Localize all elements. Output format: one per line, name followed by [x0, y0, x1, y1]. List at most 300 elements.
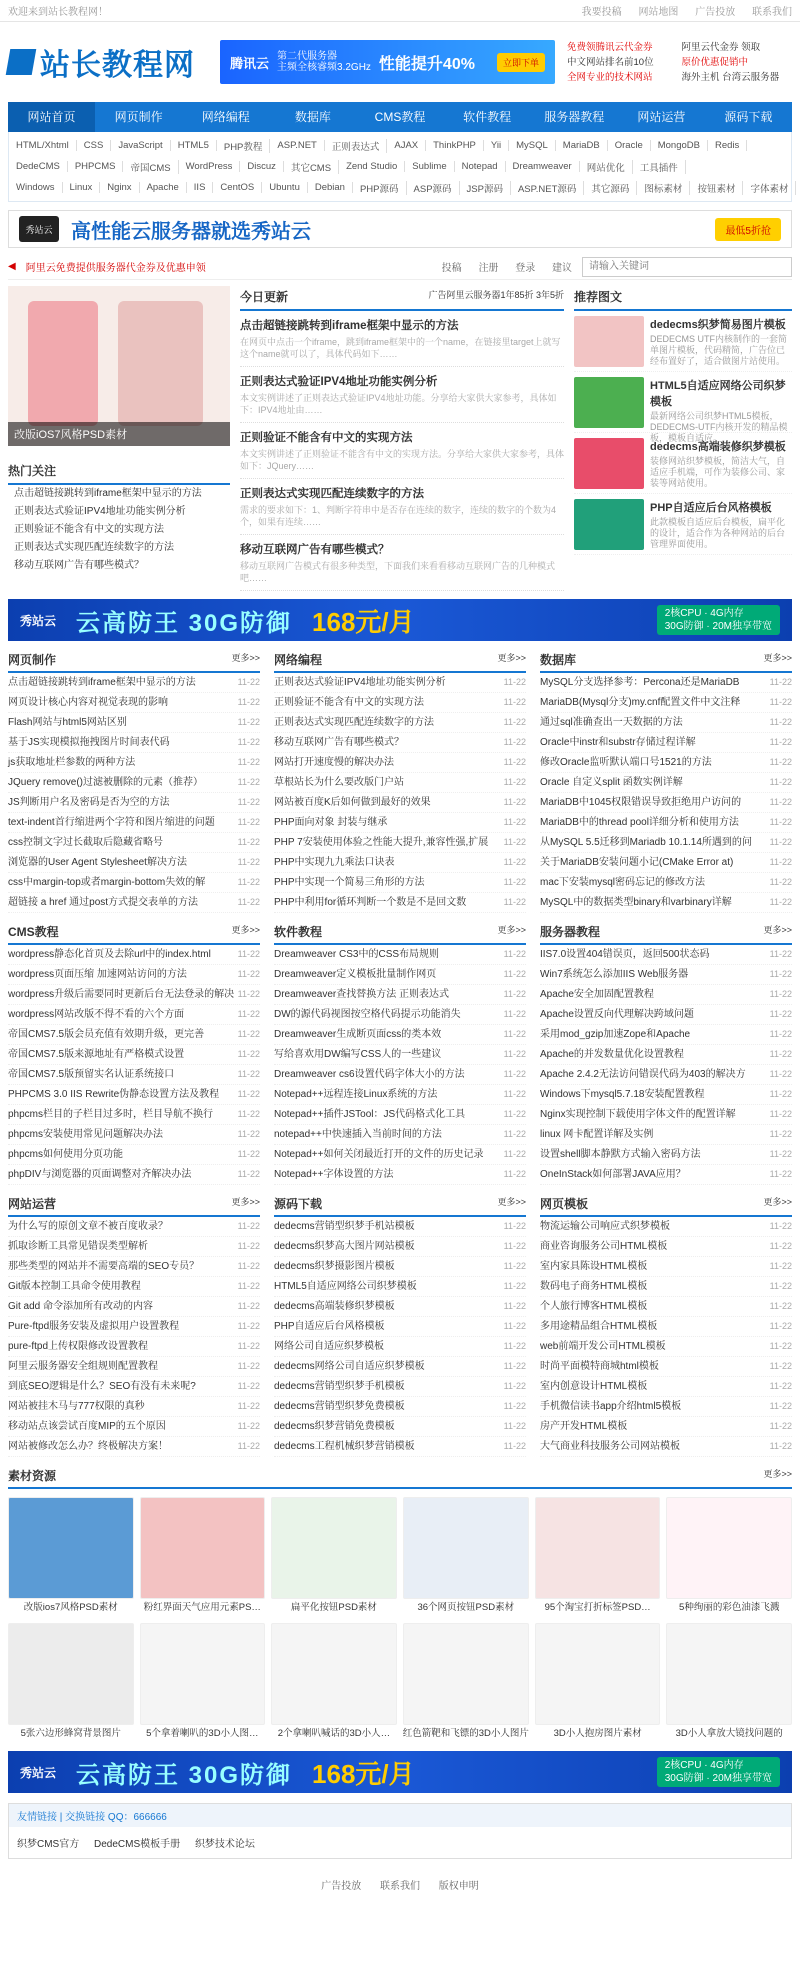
article-link[interactable]: PHP 7安装使用体验之性能大提升,兼容性强,扩展 [274, 837, 489, 848]
article-link[interactable]: Apache安全加固配置教程 [540, 989, 654, 1000]
article-link[interactable]: 商业咨询服务公司HTML模板 [540, 1241, 668, 1252]
list-item[interactable] [8, 1217, 260, 1237]
material-item[interactable] [140, 1497, 266, 1617]
more-link[interactable]: 更多>> [497, 925, 526, 935]
hot-item[interactable]: 移动互联网广告有哪些模式？ [14, 560, 144, 571]
tag-link[interactable]: 图标素材 [637, 181, 690, 195]
article-link[interactable]: DW的源代码视图按空格代码提示功能消失 [274, 1009, 461, 1020]
tag-link[interactable]: Discuz [240, 161, 284, 172]
list-item[interactable] [274, 733, 526, 753]
news-title[interactable]: 正则表达式实现匹配连续数字的方法 [240, 488, 424, 500]
tag-link[interactable]: HTML/Xhtml [9, 140, 77, 151]
list-item[interactable] [274, 793, 526, 813]
article-link[interactable]: Dreamweaver CS3中的CSS布局规则 [274, 949, 440, 960]
material-item[interactable] [403, 1623, 529, 1743]
list-item[interactable] [8, 813, 260, 833]
article-link[interactable]: Nginx实现控制下载使用字体文件的配置详解 [540, 1109, 736, 1120]
list-item[interactable] [274, 1217, 526, 1237]
article-link[interactable]: phpDIV与浏览器的页面调整对齐解决办法 [8, 1169, 192, 1180]
tag-link[interactable]: Dreamweaver [506, 161, 580, 172]
tag-link[interactable]: 字体素材 [743, 181, 796, 195]
article-link[interactable]: web前端开发公司HTML模板 [540, 1341, 666, 1352]
article-link[interactable]: 阿里云服务器安全组规则配置教程 [8, 1361, 158, 1372]
material-thumb[interactable] [140, 1623, 266, 1725]
article-link[interactable]: 网站被百度K后如何做到最好的效果 [274, 797, 431, 808]
tag-link[interactable]: JavaScript [111, 140, 170, 151]
list-item[interactable] [540, 1145, 792, 1165]
article-link[interactable]: MySQL中的数据类型binary和varbinary详解 [540, 897, 732, 908]
article-link[interactable]: OneInStack如何部署JAVA应用？ [540, 1169, 686, 1180]
material-caption[interactable]: 95个淘宝打折标签PSD… [544, 1602, 651, 1613]
material-thumb[interactable] [666, 1497, 792, 1599]
friend-link[interactable]: 织梦技术论坛 [194, 1839, 255, 1850]
article-link[interactable]: MySQL分支选择参考：Percona还是MariaDB [540, 677, 740, 688]
list-item[interactable] [274, 985, 526, 1005]
tag-link[interactable]: PHPCMS [68, 161, 124, 172]
article-link[interactable]: Notepad++字体设置的方法 [274, 1169, 394, 1180]
tag-link[interactable]: 按钮素材 [690, 181, 743, 195]
article-link[interactable]: 手机微信读书app介绍html5模板 [540, 1401, 682, 1412]
article-link[interactable]: 网站被修改怎么办？终极解决方案！ [8, 1441, 168, 1452]
article-link[interactable]: css中margin-top或者margin-bottom失效的解 [8, 877, 206, 888]
list-item[interactable] [8, 1337, 260, 1357]
recommend-item[interactable] [574, 372, 792, 443]
notice-message[interactable]: 阿里云免费提供服务器代金券及优惠申领 [25, 263, 206, 274]
article-link[interactable]: IIS7.0设置404错误页，返回500状态码 [540, 949, 710, 960]
list-item[interactable] [274, 693, 526, 713]
list-item[interactable] [540, 1377, 792, 1397]
article-link[interactable]: 网站被挂木马与777权限的真秒 [8, 1401, 145, 1412]
news-title[interactable]: 正则验证不能含有中文的实现方法 [240, 432, 413, 444]
list-item[interactable] [540, 753, 792, 773]
article-link[interactable]: 个人旅行博客HTML模板 [540, 1301, 648, 1312]
list-item[interactable] [540, 1045, 792, 1065]
tag-link[interactable]: Redis [708, 140, 747, 151]
recommend-item[interactable] [574, 494, 792, 555]
article-link[interactable]: wordpress升级后需要同时更新后台无法登录的解决 [8, 989, 235, 1000]
recommend-thumb[interactable] [574, 438, 644, 489]
tag-link[interactable]: 其它CMS [284, 160, 339, 174]
tag-link[interactable]: JSP源码 [460, 181, 511, 195]
top-link[interactable]: 广告投放 [695, 7, 736, 18]
article-link[interactable]: 帝国CMS7.5版来源地址有严格模式设置 [8, 1049, 185, 1060]
list-item[interactable] [540, 1297, 792, 1317]
nav-item[interactable]: 数据库 [294, 110, 331, 124]
article-link[interactable]: linux 网卡配置详解及实例 [540, 1129, 654, 1140]
article-link[interactable]: Dreamweaver cs6设置代码字体大小的方法 [274, 1069, 465, 1080]
material-caption[interactable]: 3D小人拿放大镜找问题的 [675, 1728, 783, 1739]
more-link[interactable]: 更多>> [763, 925, 792, 935]
tag-link[interactable]: Yii [484, 140, 509, 151]
tag-link[interactable]: Notepad [455, 161, 506, 172]
nav-item[interactable]: 软件教程 [463, 110, 512, 124]
nav-item-home[interactable]: 网站首页 [8, 102, 95, 132]
article-link[interactable]: JQuery remove()过滤被删除的元素（推荐） [8, 777, 204, 788]
promo-link[interactable]: 海外主机 台湾云服务器 [681, 71, 780, 83]
list-item[interactable] [8, 793, 260, 813]
promo-link[interactable]: 原价优惠促销中 [681, 56, 749, 68]
ad-cta-button[interactable]: 最低5折抢 [715, 218, 781, 241]
list-item[interactable] [274, 673, 526, 693]
recommend-item[interactable] [574, 311, 792, 372]
recommend-item-title[interactable]: PHP自适应后台风格模板 [650, 502, 772, 514]
list-item[interactable] [8, 713, 260, 733]
article-link[interactable]: 网页设计核心内容对视觉表现的影响 [8, 697, 168, 708]
list-item[interactable] [274, 1297, 526, 1317]
list-item[interactable] [540, 793, 792, 813]
list-item[interactable] [8, 733, 260, 753]
list-item[interactable] [540, 1417, 792, 1437]
site-logo[interactable] [8, 40, 208, 84]
footer-link[interactable]: 联系我们 [380, 1881, 420, 1892]
material-thumb[interactable] [535, 1623, 661, 1725]
article-link[interactable]: 大气商业科技服务公司网站模板 [540, 1441, 680, 1452]
article-link[interactable]: Pure-ftpd服务安装及虚拟用户设置教程 [8, 1321, 180, 1332]
tag-link[interactable]: Linux [63, 182, 101, 193]
recommend-thumb[interactable] [574, 377, 644, 428]
more-link[interactable]: 更多>> [497, 653, 526, 663]
article-link[interactable]: Apache设置反向代理解决跨域问题 [540, 1009, 694, 1020]
news-title[interactable]: 点击超链接跳转到iframe框架中显示的方法 [240, 320, 459, 332]
register-link[interactable]: 注册 [478, 263, 499, 274]
list-item[interactable] [274, 945, 526, 965]
top-link[interactable]: 联系我们 [752, 7, 792, 18]
list-item[interactable] [540, 1065, 792, 1085]
submit-link[interactable]: 投稿 [441, 263, 462, 274]
list-item[interactable] [274, 965, 526, 985]
article-link[interactable]: Dreamweaver查找替换方法 正则表达式 [274, 989, 450, 1000]
material-thumb[interactable] [535, 1497, 661, 1599]
list-item[interactable] [540, 1005, 792, 1025]
article-link[interactable]: 修改Oracle监听默认端口号1521的方法 [540, 757, 712, 768]
article-link[interactable]: 关于MariaDB安装问题小记(CMake Error at) [540, 857, 734, 868]
material-thumb[interactable] [666, 1623, 792, 1725]
recommend-item[interactable] [574, 433, 792, 494]
news-title[interactable]: 正则表达式验证IPV4地址功能实例分析 [240, 376, 438, 388]
article-link[interactable]: Windows下mysql5.7.18安装配置教程 [540, 1089, 705, 1100]
tag-link[interactable]: MariaDB [556, 140, 608, 151]
list-item[interactable] [8, 985, 260, 1005]
article-link[interactable]: phpcms栏目的子栏目过多时，栏目导航不换行 [8, 1109, 214, 1120]
list-item[interactable] [8, 1025, 260, 1045]
promo-link[interactable]: 阿里云代金券 领取 [681, 41, 761, 53]
article-link[interactable]: 从MySQL 5.5迁移到Mariadb 10.1.14所遇到的问 [540, 837, 752, 848]
material-caption[interactable]: 粉红界面天气应用元素PS… [143, 1602, 261, 1613]
material-thumb[interactable] [403, 1497, 529, 1599]
article-link[interactable]: 移动互联网广告有哪些模式？ [274, 737, 404, 748]
article-link[interactable]: dedecms网络公司自适应织梦模板 [274, 1361, 425, 1372]
tag-link[interactable]: WordPress [179, 161, 241, 172]
list-item[interactable] [8, 1085, 260, 1105]
list-item[interactable] [540, 813, 792, 833]
article-link[interactable]: MariaDB中的thread pool详细分析和使用方法 [540, 817, 739, 828]
material-caption[interactable]: 改版ios7风格PSD素材 [23, 1602, 118, 1613]
material-thumb[interactable] [403, 1623, 529, 1725]
list-item[interactable] [8, 1317, 260, 1337]
nav-item[interactable]: 服务器教程 [544, 110, 605, 124]
login-link[interactable]: 登录 [515, 263, 536, 274]
tag-link[interactable]: PHP教程 [217, 139, 271, 153]
list-item[interactable] [274, 853, 526, 873]
article-link[interactable]: PHPCMS 3.0 IIS Rewrite伪静态设置方法及教程 [8, 1089, 220, 1100]
tag-link[interactable]: 工具插件 [633, 160, 686, 174]
list-item[interactable] [8, 965, 260, 985]
list-item[interactable] [540, 1357, 792, 1377]
more-link[interactable]: 更多>> [763, 1469, 792, 1479]
list-item[interactable] [274, 1277, 526, 1297]
search-input[interactable] [582, 257, 792, 277]
hot-item[interactable]: 点击超链接跳转到iframe框架中显示的方法 [14, 488, 202, 499]
article-link[interactable]: 物流运输公司响应式织梦模板 [540, 1221, 670, 1232]
nav-item[interactable]: 网络编程 [201, 110, 250, 124]
material-caption[interactable]: 5种绚丽的彩色油漆飞溅 [679, 1602, 780, 1613]
article-link[interactable]: 帝国CMS7.5版会员充值有效期升级，更完善 [8, 1029, 205, 1040]
material-item[interactable] [403, 1497, 529, 1617]
article-link[interactable]: notepad++中快速插入当前时间的方法 [274, 1129, 442, 1140]
friend-link[interactable]: DedeCMS模板手册 [94, 1839, 181, 1850]
list-item[interactable] [274, 1085, 526, 1105]
hot-item[interactable]: 正则表达式实现匹配连续数字的方法 [14, 542, 174, 553]
list-item[interactable] [8, 1125, 260, 1145]
article-link[interactable]: 为什么写的原创文章不被百度收录？ [8, 1221, 168, 1232]
article-link[interactable]: dedecms营销型织梦手机站模板 [274, 1221, 415, 1232]
material-item[interactable] [666, 1497, 792, 1617]
tag-link[interactable]: 网站优化 [580, 160, 633, 174]
tag-link[interactable]: ASP源码 [407, 181, 460, 195]
list-item[interactable] [540, 773, 792, 793]
material-caption[interactable]: 5个拿着喇叭的3D小人图… [146, 1728, 259, 1739]
tag-link[interactable]: HTML5 [171, 140, 217, 151]
recommend-item-title[interactable]: HTML5自适应网络公司织梦模板 [650, 380, 786, 408]
list-item[interactable] [540, 1277, 792, 1297]
article-link[interactable]: 那些类型的网站并不需要高端的SEO专员？ [8, 1261, 200, 1272]
footer-link[interactable]: 版权申明 [438, 1881, 479, 1892]
tag-link[interactable]: ThinkPHP [426, 140, 484, 151]
list-item[interactable] [540, 1397, 792, 1417]
list-item[interactable] [274, 873, 526, 893]
list-item[interactable] [274, 1005, 526, 1025]
list-item[interactable] [540, 873, 792, 893]
material-item[interactable] [271, 1623, 397, 1743]
tag-link[interactable]: Zend Studio [339, 161, 405, 172]
tag-link[interactable]: CentOS [213, 182, 262, 193]
list-item[interactable] [274, 1437, 526, 1457]
article-link[interactable]: phpcms安装使用常见问题解决办法 [8, 1129, 164, 1140]
article-link[interactable]: dedecms高端装修织梦模板 [274, 1301, 395, 1312]
article-link[interactable]: dedecms织梦高大图片网站模板 [274, 1241, 415, 1252]
more-link[interactable]: 更多>> [231, 1197, 260, 1207]
featured-slide[interactable] [8, 286, 230, 446]
list-item[interactable] [8, 945, 260, 965]
material-item[interactable] [666, 1623, 792, 1743]
article-link[interactable]: Apache的并发数量优化设置教程 [540, 1049, 684, 1060]
material-item[interactable] [8, 1497, 134, 1617]
list-item[interactable] [274, 1105, 526, 1125]
material-thumb[interactable] [8, 1623, 134, 1725]
list-item[interactable] [274, 1045, 526, 1065]
recommend-item-title[interactable]: dedecms高端装修织梦模板 [650, 441, 786, 453]
list-item[interactable] [274, 1145, 526, 1165]
list-item[interactable] [8, 1145, 260, 1165]
nav-item[interactable]: CMS教程 [374, 110, 426, 124]
list-item[interactable] [8, 773, 260, 793]
tag-link[interactable]: 正则表达式 [325, 139, 388, 153]
article-link[interactable]: MariaDB中1045权限错误导致拒绝用户访问的 [540, 797, 742, 808]
list-item[interactable] [8, 673, 260, 693]
tag-link[interactable]: IIS [187, 182, 214, 193]
list-item[interactable] [8, 1257, 260, 1277]
tag-link[interactable]: Debian [308, 182, 353, 193]
more-link[interactable]: 更多>> [763, 653, 792, 663]
material-caption[interactable]: 2个拿喇叭喊话的3D小人… [277, 1728, 391, 1739]
list-item[interactable] [8, 1297, 260, 1317]
list-item[interactable] [274, 1257, 526, 1277]
list-item[interactable] [540, 893, 792, 913]
top-link[interactable]: 我要投稿 [581, 7, 622, 18]
list-item[interactable] [8, 1105, 260, 1125]
promo-link[interactable]: 免费领腾讯云代金券 [567, 41, 653, 53]
article-link[interactable]: dedecms织梦营销免费模板 [274, 1421, 395, 1432]
material-caption[interactable]: 红色箭靶和飞镖的3D小人图片 [402, 1728, 529, 1739]
article-link[interactable]: 设置shell脚本静默方式输入密码方法 [540, 1149, 701, 1160]
list-item[interactable] [8, 1237, 260, 1257]
article-link[interactable]: PHP中实现九九乘法口诀表 [274, 857, 395, 868]
article-link[interactable]: 超链接 a href 通过post方式提交表单的方法 [8, 897, 199, 908]
article-link[interactable]: pure-ftpd上传权限修改设置教程 [8, 1341, 149, 1352]
list-item[interactable] [274, 1025, 526, 1045]
tag-link[interactable]: PHP源码 [353, 181, 407, 195]
list-item[interactable] [274, 1417, 526, 1437]
material-caption[interactable]: 5张六边形蜂窝背景图片 [20, 1728, 121, 1739]
recommend-thumb[interactable] [574, 499, 644, 550]
list-item[interactable] [540, 1105, 792, 1125]
article-link[interactable]: HTML5自适应网络公司织梦模板 [274, 1281, 417, 1292]
article-link[interactable]: 写给喜欢用DW编写CSS人的一些建议 [274, 1049, 442, 1060]
article-link[interactable]: wordpress静态化首页及去除url中的index.html [8, 949, 211, 960]
article-link[interactable]: Dreamweaver生成断页面css的类本效 [274, 1029, 442, 1040]
ddos-ad-banner-bottom[interactable] [8, 1751, 792, 1793]
list-item[interactable] [540, 713, 792, 733]
ddos-ad-banner[interactable] [8, 599, 792, 641]
list-item[interactable] [8, 853, 260, 873]
server-ad-bar[interactable] [8, 210, 792, 248]
article-link[interactable]: 抓取诊断工具常见错误类型解析 [8, 1241, 148, 1252]
news-title[interactable]: 移动互联网广告有哪些模式？ [240, 544, 390, 556]
list-item[interactable] [8, 1045, 260, 1065]
article-link[interactable]: 到底SEO逻辑是什么？SEO有没有未来呢? [8, 1381, 196, 1392]
list-item[interactable] [8, 1437, 260, 1457]
material-thumb[interactable] [271, 1497, 397, 1599]
material-item[interactable] [8, 1623, 134, 1743]
hot-item[interactable]: 正则表达式验证IPV4地址功能实例分析 [14, 506, 186, 517]
article-link[interactable]: 帝国CMS7.5版预留实名认证系统接口 [8, 1069, 175, 1080]
article-link[interactable]: 基于JS实现模拟拖拽图片时间表代码 [8, 737, 170, 748]
top-banner-ad[interactable] [220, 40, 555, 84]
list-item[interactable] [540, 1337, 792, 1357]
list-item[interactable] [540, 1025, 792, 1045]
article-link[interactable]: Git版本控制工具命令使用教程 [8, 1281, 141, 1292]
banner-cta-button[interactable]: 立即下单 [497, 53, 545, 72]
list-item[interactable] [274, 893, 526, 913]
top-link[interactable]: 网站地图 [638, 7, 679, 18]
article-link[interactable]: 室内创意设计HTML模板 [540, 1381, 648, 1392]
article-link[interactable]: mac下安装mysql密码忘记的修改方法 [540, 877, 706, 888]
more-link[interactable]: 更多>> [497, 1197, 526, 1207]
article-link[interactable]: 通过sql准确查出一天数据的方法 [540, 717, 683, 728]
list-item[interactable] [8, 1417, 260, 1437]
article-link[interactable]: css控制文字过长截取后隐藏省略号 [8, 837, 163, 848]
news-item[interactable] [240, 479, 564, 535]
list-item[interactable] [540, 1437, 792, 1457]
material-item[interactable] [271, 1497, 397, 1617]
article-link[interactable]: 时尚平面模特商城html模板 [540, 1361, 659, 1372]
tag-link[interactable]: Sublime [405, 161, 454, 172]
tag-link[interactable]: DedeCMS [9, 161, 68, 172]
list-item[interactable] [274, 1317, 526, 1337]
nav-item[interactable]: 网站运营 [637, 110, 686, 124]
material-thumb[interactable] [140, 1497, 266, 1599]
list-item[interactable] [274, 753, 526, 773]
article-link[interactable]: 正则验证不能含有中文的实现方法 [274, 697, 424, 708]
news-item[interactable] [240, 367, 564, 423]
footer-link[interactable]: 广告投放 [321, 1881, 362, 1892]
article-link[interactable]: 网站打开速度慢的解决办法 [274, 757, 394, 768]
material-item[interactable] [535, 1497, 661, 1617]
list-item[interactable] [540, 1165, 792, 1185]
article-link[interactable]: 正则表达式实现匹配连续数字的方法 [274, 717, 434, 728]
list-item[interactable] [540, 733, 792, 753]
material-item[interactable] [535, 1623, 661, 1743]
nav-item[interactable]: 网页制作 [114, 110, 163, 124]
article-link[interactable]: 多用途精品组合HTML模板 [540, 1321, 658, 1332]
list-item[interactable] [8, 1357, 260, 1377]
tag-link[interactable]: CSS [77, 140, 112, 151]
tag-link[interactable]: Apache [140, 182, 187, 193]
list-item[interactable] [540, 1125, 792, 1145]
article-link[interactable]: 草根站长为什么要改版门户站 [274, 777, 404, 788]
tag-link[interactable]: 其它源码 [584, 181, 637, 195]
article-link[interactable]: 网络公司自适应织梦模板 [274, 1341, 384, 1352]
today-ad-link[interactable]: 广告阿里云服务器1年85折 3年5折 [428, 290, 564, 300]
article-link[interactable]: 数码电子商务HTML模板 [540, 1281, 648, 1292]
tag-link[interactable]: ASP.NET [270, 140, 324, 151]
article-link[interactable]: Notepad++远程连接Linux系统的方法 [274, 1089, 438, 1100]
list-item[interactable] [540, 965, 792, 985]
list-item[interactable] [274, 1125, 526, 1145]
list-item[interactable] [8, 873, 260, 893]
article-link[interactable]: wordpress网站改版不得不看的六个方面 [8, 1009, 185, 1020]
list-item[interactable] [274, 773, 526, 793]
news-item[interactable] [240, 311, 564, 367]
article-link[interactable]: dedecms营销型织梦免费模板 [274, 1401, 405, 1412]
promo-link[interactable]: 全网专业的技术网站 [567, 71, 653, 83]
tag-link[interactable]: Nginx [100, 182, 139, 193]
tag-link[interactable]: Windows [9, 182, 63, 193]
list-item[interactable] [540, 673, 792, 693]
tag-link[interactable]: ASP.NET源码 [511, 181, 584, 195]
article-link[interactable]: 移动站点该尝试百度MIP的五个原因 [8, 1421, 166, 1432]
nav-item[interactable]: 源码下载 [724, 110, 773, 124]
list-item[interactable] [274, 833, 526, 853]
list-item[interactable] [8, 1277, 260, 1297]
list-item[interactable] [274, 813, 526, 833]
list-item[interactable] [8, 1005, 260, 1025]
material-caption[interactable]: 扁平化按钮PSD素材 [290, 1602, 377, 1613]
tag-link[interactable]: Oracle [608, 140, 651, 151]
article-link[interactable]: Win7系统怎么添加IIS Web服务器 [540, 969, 689, 980]
news-item[interactable] [240, 535, 564, 591]
article-link[interactable]: PHP中实现一个简易三角形的方法 [274, 877, 425, 888]
